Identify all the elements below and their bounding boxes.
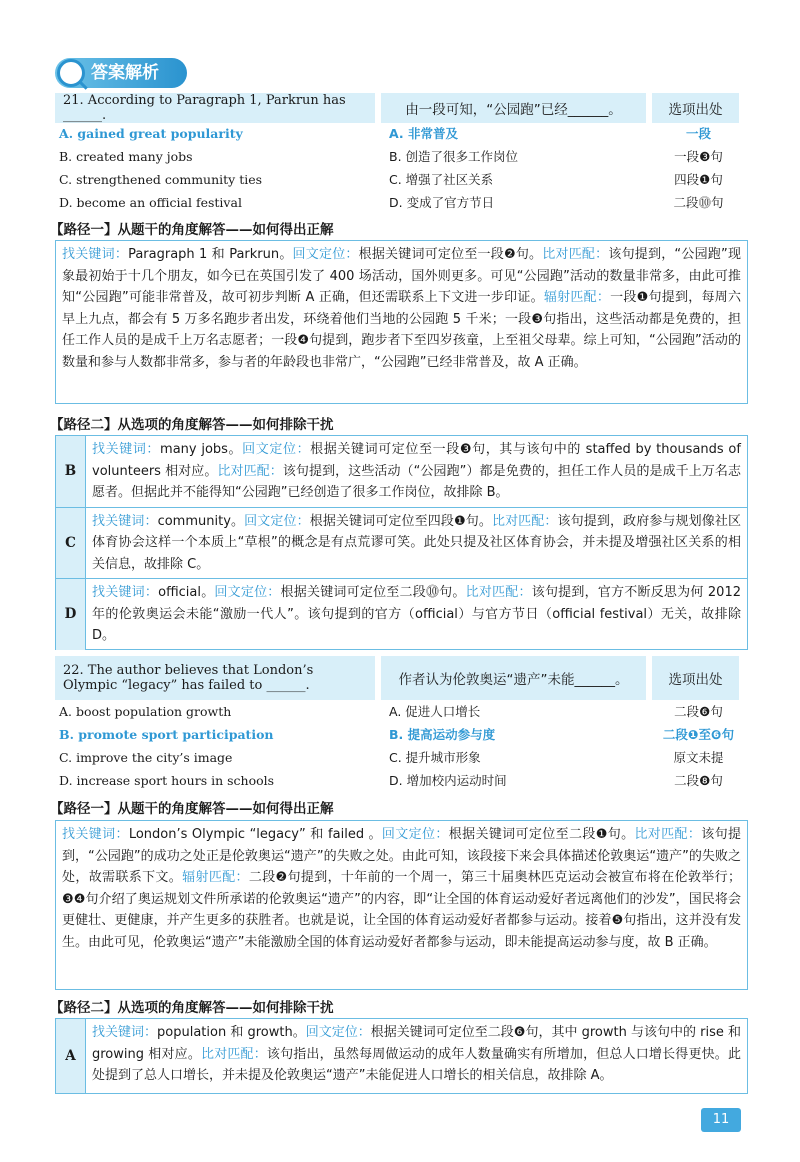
option-row [55,723,745,745]
option-letter: D [56,579,86,650]
option-zh: A. 促进人口增长 [389,704,481,719]
option-src: 二段❶至❻句 [662,727,735,742]
option-analysis-row [56,578,747,650]
keyword-label: 找关键词： [92,442,161,457]
analysis-text: many jobs。 [160,442,243,457]
analysis-text: 该句提到，“公园跑”现象最初始于十几个朋友，如今已在英国引发了 400 场活动，国外则更多。可见“公园跑”活动的数量非常多，由此可推知“公园跑”可能非常普及，故可初步判断 A 正确，但还需联系上下文进一步印证。 [62,247,741,305]
option-en: A. boost population growth [59,703,232,719]
option-analysis-row [56,436,747,507]
analysis-text: 该句提到，这些活动（“公园跑”）都是免费的，担任工作人员的是成千上万名志愿者。但据此并不能得知“公园跑”已经创造了很多工作岗位，故排除 B。 [92,463,741,500]
q21-path2-box [55,435,748,650]
option-letter: A [56,1019,86,1093]
q22-path1-box [55,820,748,990]
keyword-label: 回文定位： [244,513,310,529]
q22-path2-title: 【路径二】从选项的角度解答——如何排除干扰 [50,1000,334,1016]
q21-header-row [55,93,745,123]
analysis-text: 二段❷句提到，十年前的一个周一，第三十届奥林匹克运动会被宣布将在伦敦举行；❸❹句介绍了奥运规划文件所承诺的伦敦奥运“遗产”的内容，即“让全国的体育运动爱好者远离他们的沙发”，国民将会更健壮、更健康，并产生更多的获胜者。也就是说，让全国的体育运动爱好者都参与运动。接着❺句指出，这并没有发生。由此可见，伦敦奥运“遗产”未能激励全国的体育运动爱好者都参与运动，即未能提高运动参与度，故 B 正确。 [62,870,741,950]
analysis-text: Paragraph 1 和 Parkrun。 [128,247,293,262]
q21-path1-text [56,241,747,376]
option-src: 一段❸句 [674,149,723,164]
option-zh: A. 非常普及 [389,126,459,141]
analysis-text: 该句提到，官方不断反思为何 2012 年的伦敦奥运会未能“激励一代人”。该句提到的官方（official）与官方节日（official festival）无关，故排除 D。 [92,585,741,643]
analysis-text: 根据关键词可定位至二段❶句。 [448,827,635,842]
answer-analysis-badge [55,58,187,88]
keyword-label: 比对匹配： [465,585,532,600]
option-analysis-text [86,579,747,650]
option-src: 一段 [685,126,711,141]
keyword-label: 比对匹配： [201,1046,267,1062]
keyword-label: 辐射匹配： [543,290,611,305]
keyword-label: 回文定位： [292,247,359,262]
option-en: A. gained great popularity [59,125,243,141]
section-title: 答案解析 [91,63,159,83]
option-src: 四段❶句 [674,172,723,187]
keyword-label: 比对匹配： [634,827,702,842]
analysis-text: official。 [158,585,215,600]
keyword-label: 辐射匹配： [182,870,249,885]
q21-question-en: 21. According to Paragraph 1, Parkrun has ______. [55,93,375,123]
analysis-text: population 和 growth。 [157,1025,306,1040]
option-row [55,122,745,144]
q22-question-zh: 作者认为伦敦奥运“遗产”未能______。 [381,656,646,700]
keyword-label: 回文定位： [242,442,311,457]
keyword-label: 比对匹配： [542,247,609,262]
option-en: B. promote sport participation [59,726,274,742]
option-zh: D. 变成了官方节日 [389,195,495,210]
analysis-text: 根据关键词可定位至二段⓾句。 [280,585,466,600]
analysis-text: 一段❶句提到，每周六早上九点，都会有 5 万多名跑步者出发，环绕着他们当地的公园跑 5 千米；一段❸句指出，这些活动都是免费的，担任工作人员的是成千上万名志愿者；一段❹句提到，跑步者下至四岁孩童，上至祖父母辈。综上可知，“公园跑”活动的数量和参与人数都非常多，参与者的年龄段也非常广，“公园跑”已经非常普及，故 A 正确。 [62,290,741,370]
option-en: B. created many jobs [59,148,193,164]
option-zh: B. 创造了很多工作岗位 [389,149,519,164]
q21-source-header: 选项出处 [652,93,739,123]
option-en: D. become an official festival [59,194,242,210]
keyword-label: 回文定位： [305,1025,371,1040]
option-letter: B [56,436,86,507]
q22-path1-title: 【路径一】从题干的角度解答——如何得出正解 [50,801,334,817]
q21-path1-box [55,240,748,404]
analysis-text: 根据关键词可定位至二段❻句，其中 growth 与该句中的 rise 和 growing 相对应。 [92,1025,741,1062]
q22-path2-box [55,1018,748,1094]
analysis-text: 根据关键词可定位至一段❸句，其与该句中的 staffed by thousands of volunteers 相对应。 [92,442,741,479]
option-src: 二段❻句 [674,704,723,719]
option-zh: D. 增加校内运动时间 [389,773,507,788]
analysis-text: 根据关键词可定位至四段❶句。 [309,513,492,529]
option-en: C. strengthened community ties [59,171,263,187]
option-en: C. improve the city’s image [59,749,233,765]
option-row [55,168,745,190]
q22-path1-text [56,821,747,956]
keyword-label: 找关键词： [62,827,129,842]
keyword-label: 找关键词： [62,247,129,262]
option-analysis-text [86,508,747,579]
analysis-text: 根据关键词可定位至一段❷句。 [358,247,543,262]
q22-source-header: 选项出处 [652,656,739,700]
option-src: 二段⓾句 [673,195,724,210]
option-row [55,769,745,791]
option-analysis-row [56,507,747,579]
magnifier-icon [57,59,85,87]
analysis-text: 该句提到，政府参与规划像社区体育协会这样一个本质上“草根”的概念是有点荒谬可笑。此处只提及社区体育协会，并未提及增强社区关系的相关信息，故排除 C。 [92,513,741,572]
option-src: 二段❽句 [674,773,723,788]
option-en: D. increase sport hours in schools [59,772,275,788]
q21-path2-title: 【路径二】从选项的角度解答——如何排除干扰 [50,417,334,433]
analysis-text: London’s Olympic “legacy” 和 failed 。 [128,827,382,842]
option-row [55,746,745,768]
keyword-label: 找关键词： [92,585,159,600]
option-letter: C [56,508,86,579]
option-row [55,700,745,722]
keyword-label: 找关键词： [92,1025,158,1040]
q22-question-en: 22. The author believes that London’s Olympic “legacy” has failed to ______. [55,656,375,700]
keyword-label: 回文定位： [381,827,449,842]
option-row [55,145,745,167]
option-row [55,191,745,213]
q21-path1-title: 【路径一】从题干的角度解答——如何得出正解 [50,222,334,238]
option-zh: C. 提升城市形象 [389,750,481,765]
option-zh: C. 增强了社区关系 [389,172,494,187]
option-src: 原文未提 [673,750,724,765]
keyword-label: 找关键词： [92,513,158,529]
analysis-text: 该句提到，“公园跑”的成功之处正是伦敦奥运“遗产”的失败之处。由此可知，该段接下来会具体描述伦敦奥运“遗产”的失败之处，故需联系下文。 [62,827,741,885]
analysis-text: community。 [157,513,245,529]
option-zh: B. 提高运动参与度 [389,727,496,742]
option-analysis-text [86,436,747,507]
keyword-label: 比对匹配： [217,463,283,479]
page-number: 11 [701,1108,741,1132]
option-analysis-text [86,1019,747,1093]
q21-question-zh: 由一段可知，“公园跑”已经______。 [381,93,646,123]
q22-header-row [55,656,745,700]
keyword-label: 回文定位： [214,585,281,600]
keyword-label: 比对匹配： [491,513,558,529]
option-analysis-row [56,1019,747,1093]
analysis-text: 该句指出，虽然每周做运动的成年人数量确实有所增加，但总人口增长得更快。此处提到了总人口增长，并未提及伦敦奥运“遗产”未能促进人口增长的相关信息，故排除 A。 [92,1046,741,1083]
